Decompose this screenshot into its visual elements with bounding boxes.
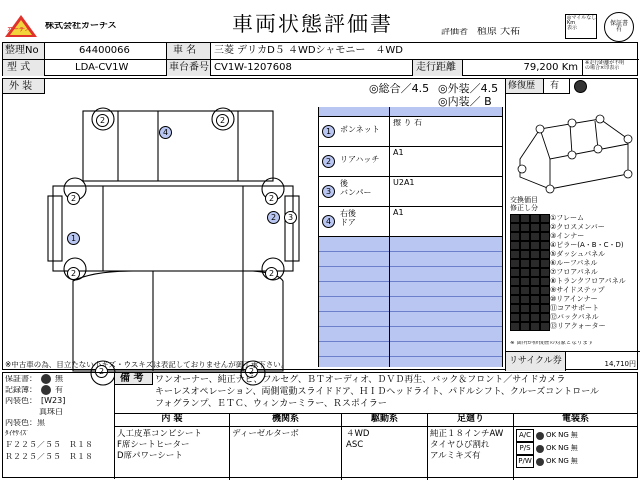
mileage-label: 走行距離 <box>413 60 463 76</box>
mileage-note <box>583 60 639 76</box>
exterior-section <box>2 78 638 376</box>
eq-suspension-item: タイヤひび割れ <box>430 440 490 450</box>
item-part: 後 バンパー <box>340 179 372 197</box>
equipment-headers <box>115 414 637 427</box>
repair-part: ⑧トランクフロアパネル <box>550 277 626 285</box>
repair-part: ①フレーム <box>550 214 584 222</box>
color-label: 内装色： <box>5 397 37 405</box>
warranty-value: 無 <box>55 375 63 383</box>
notes-line: キーレスオペレーション、両側電動スライドドア、ＨＩＤヘッドライト、パドルシフト、クルーズコントロール <box>155 387 600 397</box>
score-interior: ◎内装／ B <box>438 96 492 107</box>
eq-header-drive: 駆動系 <box>342 414 428 427</box>
repair-part: ⑨サイドステップ <box>550 286 605 294</box>
logo-text: カーチス <box>7 27 31 33</box>
item-number-badge: 1 <box>322 125 335 138</box>
damage-marker-1: 1 <box>67 232 80 245</box>
item-number-badge: 2 <box>322 155 335 168</box>
tire-rear: Ｒ２２５／５５ Ｒ１８ <box>5 453 93 461</box>
eq-suspension-item: 純正１８インチAW <box>430 429 504 439</box>
repair-part: ⑤ダッシュパネル <box>550 250 606 258</box>
equipment-table <box>115 413 637 479</box>
record-label: 記録簿： <box>5 386 37 394</box>
eq-electric-ng: NG <box>558 444 569 452</box>
item-row <box>319 207 502 237</box>
wheel-marker-5: 2 <box>67 267 80 280</box>
eq-electric-row <box>516 442 635 455</box>
score-exterior: ◎外装／4.5 <box>438 83 499 94</box>
car-damage-diagram <box>43 101 303 401</box>
evaluator-label: 評価者 <box>441 28 469 37</box>
damage-marker-3: 3 <box>284 211 297 224</box>
wheel-marker-6: 2 <box>265 267 278 280</box>
mileage-badge-text: ◎マイルなし Km 表示 <box>567 15 597 31</box>
eq-electric-ng: NG <box>558 431 569 439</box>
eq-interior-item: D席パワーシート <box>117 451 183 461</box>
item-state: A1 <box>393 209 404 217</box>
repair-part: ⑫バックパネル <box>550 313 599 321</box>
evaluator-name: 植原 大祐 <box>477 27 521 37</box>
eq-col-suspension <box>428 427 514 480</box>
eq-header-electric: 電装系 <box>561 414 589 424</box>
repair-part: ⑩リアインナー <box>550 295 598 303</box>
eq-electric-ok: OK <box>546 431 557 439</box>
warranty-sticker-text: 保証書 有 <box>609 20 628 33</box>
notes-line: フォグランプ、ＥＴＣ、ウィンカーミラー、Ｒスポイラー <box>155 399 387 409</box>
eq-header-suspension: 足廻り <box>428 414 514 427</box>
repair-part: ④ピラー(A・B・C・D) <box>550 241 624 249</box>
wheel-marker-8: 2 <box>245 365 258 378</box>
eq-suspension-item: アルミキズ有 <box>430 451 481 461</box>
eq-electric-row <box>516 429 635 442</box>
damage-marker-2: 2 <box>267 211 280 224</box>
notes-line: ワンオーナー、純正ナビ、フルセグ、ＢＴオーディオ、ＤＶＤ再生、バック＆フロント／サイドカメラ <box>155 375 566 385</box>
color-code: [W23] <box>41 397 66 405</box>
eq-interior-item: F席シートヒーター <box>117 440 190 450</box>
eq-electric-ng: NG <box>558 457 569 465</box>
recycle-label: リサイクル券 <box>506 351 566 371</box>
mileage-note-text: ※走行距離が不明 の場合×印表示 <box>585 60 625 71</box>
item-state: 擦 り 石 <box>393 119 423 127</box>
reg-no-label: 整理No <box>3 43 45 60</box>
record-stamp-icon <box>41 385 51 395</box>
wheel-marker-1: 2 <box>96 114 109 127</box>
ok-stamp-icon <box>536 432 544 440</box>
item-number-badge: 3 <box>322 185 335 198</box>
item-row <box>319 177 502 207</box>
items-divider <box>389 107 390 367</box>
wheel-marker-2: 2 <box>216 114 229 127</box>
company-logo <box>4 14 38 38</box>
item-number-badge: 4 <box>322 215 335 228</box>
wheel-marker-7: 2 <box>95 365 108 378</box>
inner-color: 内装色：黒 <box>5 419 45 427</box>
record-value: 有 <box>55 386 63 394</box>
repair-part: ③インナー <box>550 232 585 240</box>
car-name-label: 車 名 <box>167 43 211 60</box>
car-name-value: 三菱 デリカD５ ４WDシャモニー ４WD <box>211 43 639 60</box>
recycle-value: 14,710円 <box>566 351 640 371</box>
mileage-value: 79,200 Km <box>463 60 583 76</box>
frame-label: 交換価目 修正し分 <box>510 196 538 212</box>
reg-no-value: 64400066 <box>45 43 167 60</box>
repair-part: ②クロスメンバー <box>550 223 605 231</box>
eq-electric-val: 無 <box>570 444 578 452</box>
eq-col-engine <box>230 427 342 480</box>
repair-part: ⑥ルーフパネル <box>550 259 598 267</box>
item-part: ボンネット <box>340 125 380 134</box>
repair-label: 修復歴 <box>506 79 544 94</box>
score-total: ◎総合／4.5 <box>369 83 430 94</box>
documents-panel <box>3 373 115 479</box>
eq-drive-item: ASC <box>346 440 364 450</box>
ok-stamp-icon <box>536 458 544 466</box>
tire-front: Ｆ２２５／５５ Ｒ１８ <box>5 441 93 449</box>
vehicle-info-table <box>2 42 638 76</box>
item-part: リアハッチ <box>340 155 380 164</box>
warranty-stamp-icon <box>41 374 51 384</box>
eq-electric-val: 無 <box>570 431 578 439</box>
eq-electric-row <box>516 455 635 468</box>
eq-col-drive <box>342 427 428 480</box>
wheel-marker-4: 2 <box>265 192 278 205</box>
tire-label: ﾀｲﾔｻｲｽﾞ <box>5 430 30 437</box>
items-empty-area <box>319 237 502 367</box>
notes-text <box>155 374 637 410</box>
damage-marker-4: 4 <box>159 126 172 139</box>
item-state: A1 <box>393 149 404 157</box>
vin-value: CV1W-1207608 <box>211 60 413 76</box>
item-row <box>319 147 502 177</box>
eq-interior-item: 人工皮革コンビシート <box>117 429 203 439</box>
repair-checkbox-grid <box>510 214 550 331</box>
page-title: 車両状態評価書 <box>232 14 393 35</box>
item-row <box>319 117 502 147</box>
company-name: 株式会社カーチス <box>45 22 117 31</box>
repair-note: ※ 箇所が修復歴の対象となります <box>510 341 594 346</box>
warranty-sticker <box>604 12 634 42</box>
eq-electric-label: P/W <box>516 455 534 468</box>
repair-stamp-icon <box>574 80 587 93</box>
repair-part: ⑪コアサポート <box>550 304 599 312</box>
repair-parts-list <box>550 214 626 331</box>
repair-panel <box>505 79 639 371</box>
eq-electric-ok: OK <box>546 444 557 452</box>
mileage-badge <box>565 14 597 39</box>
eq-electric-label: A/C <box>516 429 534 442</box>
eq-col-interior <box>115 427 230 480</box>
ok-stamp-icon <box>536 445 544 453</box>
eq-electric-ok: OK <box>546 457 557 465</box>
damage-items-list <box>318 107 503 367</box>
bottom-section <box>2 372 638 478</box>
model-label: 型 式 <box>3 60 45 76</box>
eq-col-electric <box>514 427 637 480</box>
exterior-label: 外 装 <box>3 79 45 94</box>
eq-header-interior: 内 装 <box>115 414 230 427</box>
eq-engine-item: ディーゼルターボ <box>232 429 299 439</box>
eq-electric-label: P/S <box>516 442 534 455</box>
item-part: 右後 ドア <box>340 209 356 227</box>
repair-part: ⑦フロアパネル <box>550 268 598 276</box>
vin-label: 車台番号 <box>167 60 211 76</box>
notice-text: ※中古車の為、目立たない小キズ・ウスキズは表記しておりませんが御了承下さい。 <box>5 361 289 369</box>
wheel-marker-3: 2 <box>67 192 80 205</box>
repair-value: 有 <box>544 79 570 94</box>
color-name: 真珠白 <box>39 408 63 416</box>
eq-header-engine: 機関系 <box>230 414 342 427</box>
warranty-label: 保証書： <box>5 375 37 383</box>
notes-label: 備 考 <box>115 373 153 385</box>
repair-part: ⑬リアクォーター <box>550 322 606 330</box>
eq-drive-item: ４WD <box>346 429 370 439</box>
model-value: LDA-CV1W <box>45 60 167 76</box>
items-header <box>319 107 502 117</box>
item-state: U2A1 <box>393 179 415 187</box>
frame-diagram <box>510 99 638 199</box>
eq-electric-val: 無 <box>570 457 578 465</box>
